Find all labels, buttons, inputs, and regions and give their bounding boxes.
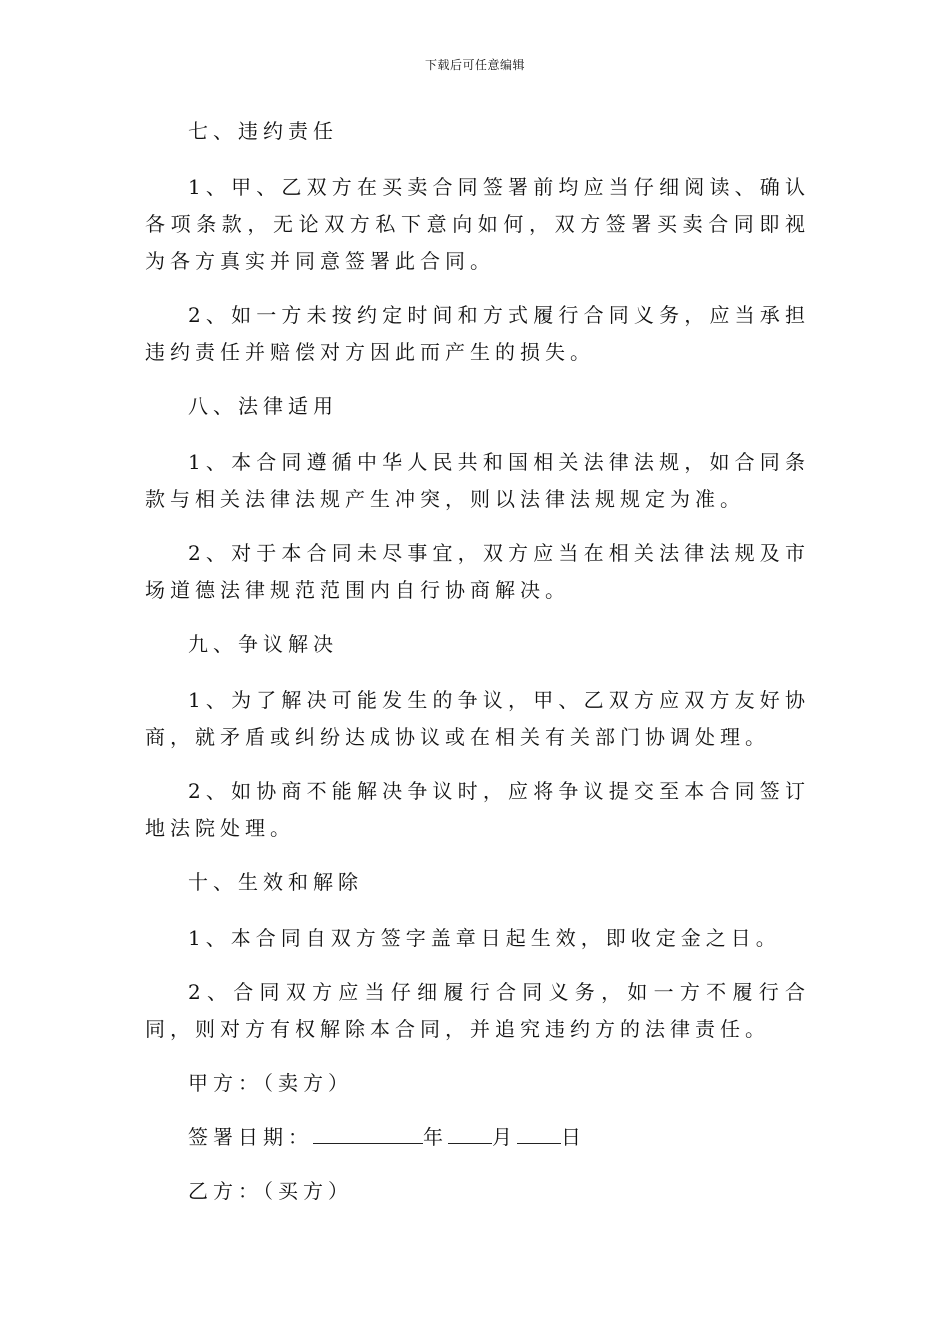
day-blank bbox=[517, 1119, 561, 1144]
header-note: 下载后可任意编辑 bbox=[424, 58, 525, 72]
section-heading: 八、法律适用 bbox=[188, 394, 338, 418]
paragraph: 1、本合同自双方签字盖章日起生效，即收定金之日。 bbox=[188, 926, 781, 950]
section-effect-termination bbox=[145, 864, 810, 1048]
section-heading: 七、违约责任 bbox=[188, 119, 338, 143]
paragraph: 2、如一方未按约定时间和方式履行合同义务，应当承担违约责任并赔偿对方因此而产生的损失。 bbox=[145, 303, 810, 364]
year-label: 年 bbox=[423, 1125, 448, 1149]
document-body bbox=[145, 113, 810, 1227]
date-label: 签署日期： bbox=[188, 1125, 313, 1149]
paragraph: 2、如协商不能解决争议时，应将争议提交至本合同签订地法院处理。 bbox=[145, 779, 810, 840]
paragraph: 1、为了解决可能发生的争议，甲、乙双方应双方友好协商，就矛盾或纠纷达成协议或在相关有关部门协调处理。 bbox=[145, 688, 810, 749]
section-heading: 九、争议解决 bbox=[188, 632, 338, 656]
day-label: 日 bbox=[561, 1125, 586, 1149]
paragraph: 2、合同双方应当仔细履行合同义务，如一方不履行合同，则对方有权解除本合同，并追究违约方的法律责任。 bbox=[145, 980, 810, 1041]
signing-date-line bbox=[145, 1119, 810, 1156]
month-label: 月 bbox=[492, 1125, 517, 1149]
section-dispute-resolution bbox=[145, 626, 810, 847]
party-b-label: 乙方：（买方） bbox=[188, 1179, 353, 1203]
paragraph: 2、对于本合同未尽事宜，双方应当在相关法律法规及市场道德法律规范范围内自行协商解决。 bbox=[145, 541, 810, 602]
year-blank bbox=[313, 1119, 423, 1144]
signature-block bbox=[145, 1065, 810, 1210]
section-applicable-law bbox=[145, 388, 810, 609]
month-blank bbox=[448, 1119, 492, 1144]
paragraph: 1、本合同遵循中华人民共和国相关法律法规，如合同条款与相关法律法规产生冲突，则以法律法规规定为准。 bbox=[145, 450, 810, 511]
party-a-label: 甲方：（卖方） bbox=[188, 1071, 353, 1095]
section-breach-liability bbox=[145, 113, 810, 371]
section-heading: 十、生效和解除 bbox=[188, 870, 363, 894]
paragraph: 1、甲、乙双方在买卖合同签署前均应当仔细阅读、确认各项条款，无论双方私下意向如何，双方签署买卖合同即视为各方真实并同意签署此合同。 bbox=[145, 175, 810, 273]
